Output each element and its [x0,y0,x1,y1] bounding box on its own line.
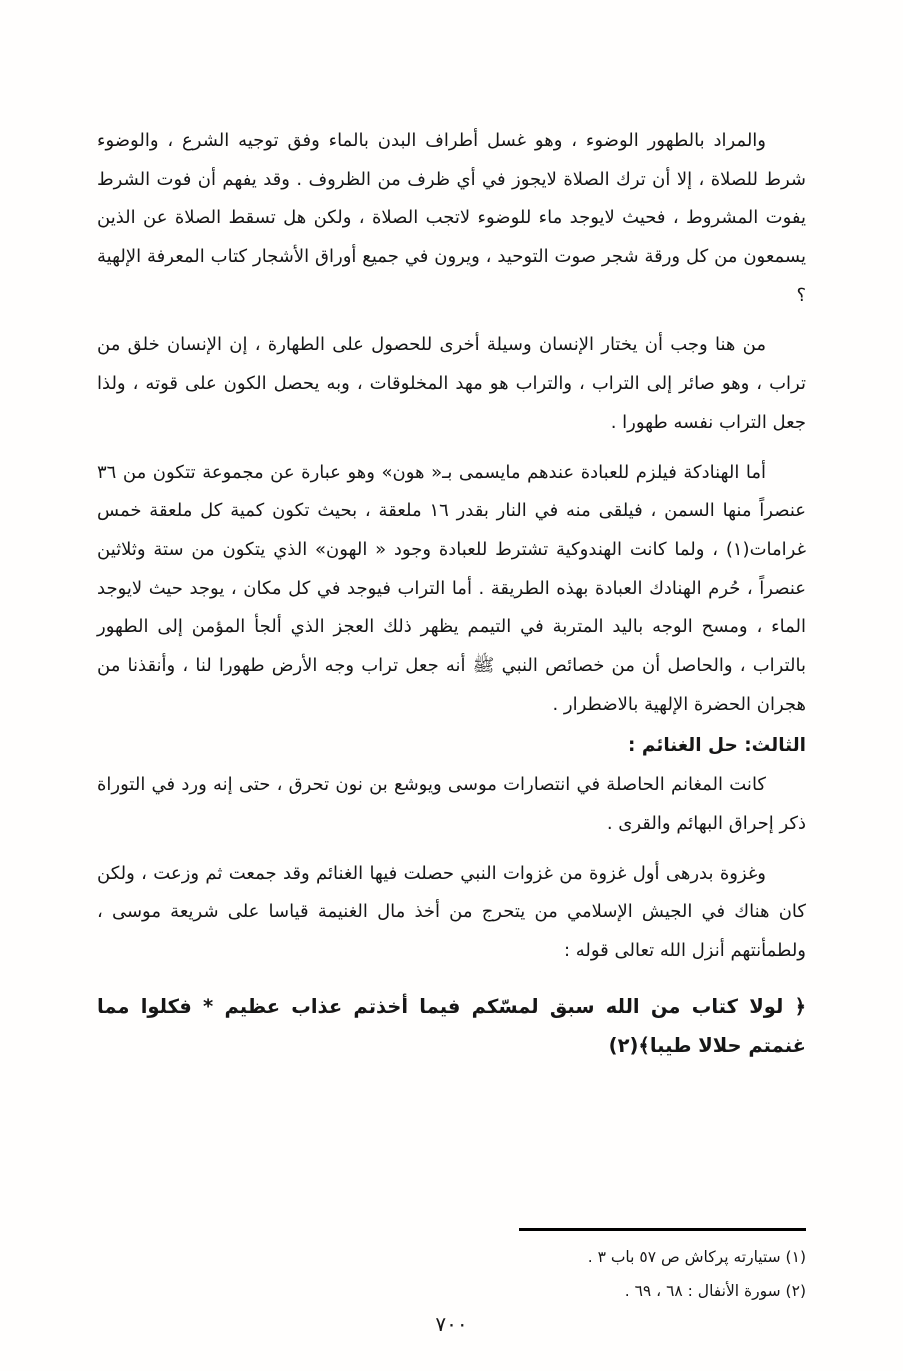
paragraph-dust-as-purifier: من هنا وجب أن يختار الإنسان وسيلة أخرى للحصول على الطهارة ، إن الإنسان خلق من تراب ، وهو صائر إلى التراب ، والتراب هو مهد المخلوقات ، وبه يحصل الكون على قوته ، ولذا جعل التراب نفسه طهورا . [97,334,806,433]
paragraph-badr-spoils: وغزوة بدرهى أول غزوة من غزوات النبي حصلت فيها الغنائم وقد جمعت ثم وزعت ، ولكن كان هناك في الجيش الإسلامي من يتحرج من أخذ مال الغنيمة قياسا على شريعة موسى ، ولطمأنتهم أنزل الله تعالى قوله : [97,862,806,962]
paragraph-moses-spoils: كانت المغانم الحاصلة في انتصارات موسى ويوشع بن نون تحرق ، حتى إنه ورد في التوراة ذكر إحراق البهائم والقرى . [97,774,806,834]
section-heading-spoils: الثالث: حل الغنائم : [628,735,806,757]
footnote-2: (٢) سورة الأنفال : ٦٨ ، ٦٩ . [624,1282,806,1301]
paragraph-hindu-havan-tayammum: أما الهنادكة فيلزم للعبادة عندهم مايسمى بـ« هون» وهو عبارة عن مجموعة تتكون من ٣٦ عنصراً منها السمن ، فيلقى منه في النار بقدر ١٦ ملعقة ، بحيث تكون كمية كل ملعقة خمس غرامات(١) ، ولما كانت الهندوكية تشترط للعبادة وجود « الهون» الذي يتكون من ستة وثلاثين عنصراً ، حُرم الهنادك العبادة بهذه الطريقة . أما التراب فيوجد في كل مكان ، يوجد حيث لايوجد الماء ، ومسح الوجه باليد المتربة في التيمم يظهر ذلك العجز الذي ألجأ المؤمن إلى الطهور بالتراب ، والحاصل أن من خصائص النبي ﷺ أنه جعل تراب وجه الأرض طهورا لنا ، وأنقذنا من هجران الحضرة الإلهية بالاضطرار . [97,461,807,715]
quran-verse-quote: ﴿ لولا كتاب من الله سبق لمسّكم فيما أخذتم عذاب عظيم * فكلوا مما غنمتم حلالا طيبا﴾(٢) [97,994,806,1057]
paragraph-purity-wudu: والمراد بالطهور الوضوء ، وهو غسل أطراف البدن بالماء وفق توجيه الشرع ، والوضوء شرط للصلاة ، إلا أن ترك الصلاة لايجوز في أي ظرف من الظروف . وقد يفهم أن فوت الشرط يفوت المشروط ، فحيث لايوجد ماء للوضوء لاتجب الصلاة ، ولكن هل تسقط الصلاة عن الذين يسمعون من كل ورقة شجر صوت التوحيد ، ويرون في جميع أوراق الأشجار كتاب المعرفة الإلهية ؟ [97,130,806,306]
page-number: ٧٠٠ [435,1312,468,1336]
footnotes-section [97,1228,806,1308]
footnote-separator [519,1228,806,1231]
footnote-1: (١) ستيارته پركاش ص ٥٧ باب ٣ . [587,1248,806,1266]
page-text [97,122,806,1065]
